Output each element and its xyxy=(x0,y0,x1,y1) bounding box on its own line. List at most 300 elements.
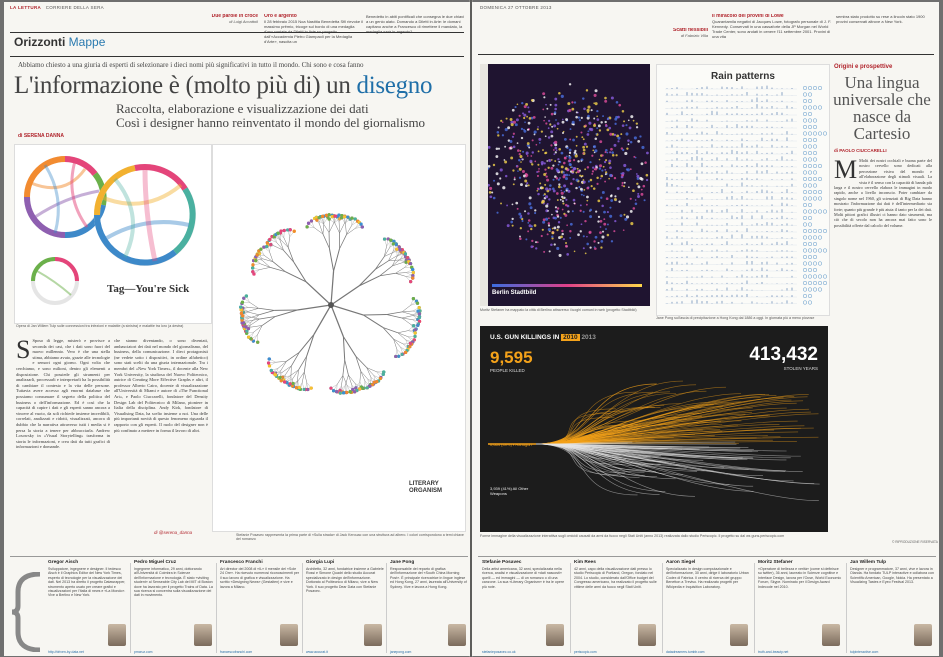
map-dot xyxy=(644,161,647,164)
rain-bubble xyxy=(808,164,812,168)
map-dot xyxy=(605,151,607,153)
map-dot xyxy=(524,105,527,108)
map-dot xyxy=(595,102,598,105)
map-dot xyxy=(560,199,562,201)
map-dot xyxy=(550,144,552,146)
rain-bubble xyxy=(818,190,822,194)
map-dot xyxy=(552,187,555,190)
profile-card xyxy=(482,560,566,656)
map-dot xyxy=(609,215,612,218)
tree-leaf xyxy=(245,294,248,297)
map-dot xyxy=(572,210,574,212)
map-dot xyxy=(525,184,528,187)
tree-leaf xyxy=(411,268,414,271)
rain-bubble xyxy=(803,99,807,103)
section-rule xyxy=(10,56,464,57)
tree-leaf xyxy=(416,310,419,313)
map-dot xyxy=(566,224,568,226)
tree-branch xyxy=(340,223,345,233)
map-dot xyxy=(521,220,523,222)
map-dot xyxy=(545,187,548,190)
tree-leaf xyxy=(418,312,421,315)
rain-bubble xyxy=(808,294,812,298)
map-dot xyxy=(547,167,549,169)
map-dot xyxy=(510,221,513,224)
map-dot xyxy=(583,107,586,110)
rain-bubble xyxy=(808,197,812,201)
rain-bubble xyxy=(808,249,812,253)
rain-bubble xyxy=(818,106,822,110)
rain-bubble xyxy=(808,112,812,116)
literary-organism-label: LITERARY ORGANISM xyxy=(409,481,442,494)
map-dot xyxy=(627,139,630,142)
rain-bubble xyxy=(808,99,812,103)
map-dot xyxy=(541,163,543,165)
map-dot xyxy=(553,124,556,127)
profile-divider xyxy=(570,563,571,653)
map-dot xyxy=(529,224,532,227)
rain-bubble xyxy=(813,184,817,188)
rain-title: Rain patterns xyxy=(711,71,775,82)
map-dot xyxy=(528,111,530,113)
rain-bubble xyxy=(803,190,807,194)
map-dot xyxy=(641,146,644,149)
map-dot xyxy=(520,183,523,186)
rain-bubble xyxy=(803,125,807,129)
tree-leaf xyxy=(342,391,345,394)
map-dot xyxy=(568,159,571,162)
rain-bubble xyxy=(813,281,817,285)
map-dot xyxy=(643,185,646,188)
profile-link[interactable]: truth-and-beauty.net xyxy=(758,650,789,654)
map-dot xyxy=(526,153,528,155)
rain-bubble xyxy=(818,249,822,253)
berlin-map xyxy=(480,64,650,306)
map-dot xyxy=(545,122,547,124)
map-dot xyxy=(537,188,539,190)
map-dot xyxy=(614,118,617,121)
map-dot xyxy=(637,185,640,188)
map-dot xyxy=(593,124,596,127)
tree-branch xyxy=(306,282,331,305)
berlin-caption: Moritz Stefaner ha mappato la città di Berlino attraverso i luoghi comuni in web (progetto Stadtbild) xyxy=(480,308,637,312)
tree-leaf xyxy=(359,223,362,226)
map-dot xyxy=(603,211,606,214)
map-dot xyxy=(618,104,621,107)
rain-bubble xyxy=(808,210,812,214)
promo-kicker: Scatti flessibili xyxy=(672,28,708,33)
tree-branch xyxy=(314,305,331,334)
map-dot xyxy=(597,118,600,121)
promo-scatti-text xyxy=(836,14,934,54)
tree-leaf xyxy=(412,324,415,327)
map-dot xyxy=(577,160,579,162)
tree-branch xyxy=(281,361,287,370)
map-dot xyxy=(556,177,558,179)
map-dot xyxy=(621,184,623,186)
map-dot xyxy=(599,231,602,234)
map-dot xyxy=(571,101,573,103)
map-dot xyxy=(608,127,611,130)
map-dot xyxy=(578,116,580,118)
map-dot xyxy=(641,189,643,191)
tree-leaf xyxy=(332,389,335,392)
map-dot xyxy=(593,187,596,190)
tree-leaf xyxy=(416,324,419,327)
map-dot xyxy=(523,117,525,119)
map-dot xyxy=(566,253,569,256)
map-dot xyxy=(546,108,548,110)
map-dot xyxy=(561,233,563,235)
tree-branch xyxy=(249,312,259,315)
map-dot xyxy=(535,241,537,243)
map-dot xyxy=(542,109,544,111)
profile-name: Giorgia Lupi xyxy=(306,560,335,565)
map-dot xyxy=(596,127,598,129)
promo-text: Benedetto in abiti pontificali che consegna le due chiavi a un genio alato. Domando a Diletti in Arte: le domani capitano anche a Francesco di rimettere il mandato, la xyxy=(366,14,465,29)
map-dot xyxy=(623,229,625,231)
map-dot xyxy=(548,217,550,219)
map-dot xyxy=(556,229,558,231)
rain-bubble xyxy=(803,203,807,207)
tree-branch xyxy=(346,225,351,234)
tree-branch xyxy=(276,361,287,362)
tree-leaf xyxy=(414,331,417,334)
tree-branch xyxy=(259,310,274,314)
map-dot xyxy=(527,212,530,215)
map-dot xyxy=(517,103,519,105)
map-dot xyxy=(594,168,597,171)
profile-link[interactable]: stefanieposavec.co.uk xyxy=(482,650,516,654)
profile-name: Gregor Aisch xyxy=(48,560,79,565)
map-dot xyxy=(589,209,592,212)
map-dot xyxy=(545,218,548,221)
map-dot xyxy=(595,236,598,239)
map-dot xyxy=(611,194,613,196)
map-dot xyxy=(569,237,571,239)
map-dot xyxy=(596,183,598,185)
map-dot xyxy=(517,142,519,144)
rain-bubble xyxy=(803,164,807,168)
promo-byline: di Luigi Accattoli xyxy=(229,19,258,24)
map-dot xyxy=(611,96,614,99)
map-dot xyxy=(587,130,589,132)
rain-bubble xyxy=(808,184,812,188)
map-dot xyxy=(583,138,585,140)
map-dot xyxy=(601,154,603,156)
tree-leaf xyxy=(398,245,401,248)
tree-branch xyxy=(331,286,359,305)
tree-leaf xyxy=(291,382,294,385)
map-dot xyxy=(595,89,598,92)
rain-bubble xyxy=(808,190,812,194)
chord-arc-pink xyxy=(65,159,95,174)
tree-leaf xyxy=(268,364,271,367)
map-dot xyxy=(537,241,539,243)
rain-bubble xyxy=(818,177,822,181)
profile-divider xyxy=(386,563,387,653)
map-dot xyxy=(527,129,529,131)
rain-chart xyxy=(657,65,829,315)
profile-name: Kim Rees xyxy=(574,560,596,565)
profile-link[interactable]: www.accurat.it xyxy=(306,650,328,654)
map-dot xyxy=(530,155,532,157)
map-dot xyxy=(545,135,547,137)
profile-link[interactable]: tulpinteractive.com xyxy=(850,650,879,654)
tree-branch xyxy=(284,238,288,248)
rain-bubble xyxy=(803,229,807,233)
map-dot xyxy=(591,155,593,157)
map-dot xyxy=(542,92,545,95)
map-dot xyxy=(507,224,510,227)
tree-leaf xyxy=(289,382,292,385)
tree-branch xyxy=(307,334,314,356)
map-dot xyxy=(534,224,537,227)
tree-branch xyxy=(348,375,355,383)
tree-branch xyxy=(262,260,270,267)
map-dot xyxy=(592,150,594,152)
map-dot xyxy=(580,159,582,161)
tree-leaf xyxy=(395,248,398,251)
map-dot xyxy=(543,195,545,197)
profile-link[interactable]: francescofranchi.com xyxy=(220,650,253,654)
tree-leaf xyxy=(413,335,416,338)
map-dot xyxy=(544,184,546,186)
map-dot xyxy=(555,206,557,208)
map-dot xyxy=(544,162,546,164)
map-dot xyxy=(567,210,569,212)
map-dot xyxy=(576,136,578,138)
map-dot xyxy=(606,197,609,200)
profile-link[interactable]: http://driven-by-data.net xyxy=(48,650,84,654)
profile-link[interactable]: datadreamers.tumblr.com xyxy=(666,650,705,654)
map-dot xyxy=(499,177,501,179)
map-dot xyxy=(595,137,598,140)
map-dot xyxy=(517,208,519,210)
tree-branch xyxy=(402,312,412,315)
map-dot xyxy=(580,132,582,134)
map-dot xyxy=(558,164,560,166)
map-dot xyxy=(600,226,602,228)
sidebar-title: Una lingua universale che nasce da Cartesio xyxy=(833,73,931,143)
map-dot xyxy=(532,151,534,153)
map-dot xyxy=(574,101,576,103)
map-dot xyxy=(589,231,592,234)
rain-bubble xyxy=(818,86,822,90)
map-dot xyxy=(602,191,605,194)
map-dot xyxy=(505,175,507,177)
tree-branch xyxy=(286,352,299,361)
map-dot xyxy=(592,170,594,172)
berlin-map-edge xyxy=(480,64,488,306)
tree-branch xyxy=(361,371,368,379)
rain-bubble xyxy=(823,210,827,214)
map-dot xyxy=(557,207,559,209)
rain-bubble xyxy=(813,249,817,253)
headline xyxy=(14,72,432,100)
tree-branch xyxy=(395,268,404,274)
author-handle: di @serena_danna xyxy=(154,530,193,535)
map-dot xyxy=(548,222,550,224)
map-dot xyxy=(545,104,547,106)
map-dot xyxy=(538,170,540,172)
map-dot xyxy=(521,128,523,130)
map-dot xyxy=(561,152,564,155)
rain-bubble xyxy=(818,262,822,266)
map-dot xyxy=(510,118,513,121)
rain-bubble xyxy=(808,119,812,123)
tree-leaf xyxy=(416,302,419,305)
map-dot xyxy=(513,183,515,185)
profile-link[interactable]: periscopic.com xyxy=(574,650,597,654)
map-dot xyxy=(605,124,607,126)
map-dot xyxy=(581,194,583,196)
tree-branch xyxy=(395,273,405,276)
promo-kicker: Il miracolo dei provini di Lowe xyxy=(712,14,784,19)
map-dot xyxy=(575,116,578,119)
profile-card xyxy=(758,560,842,656)
map-dot xyxy=(574,151,577,154)
map-dot xyxy=(604,121,606,123)
rain-bubble xyxy=(813,158,817,162)
rain-bubble xyxy=(803,145,807,149)
rain-bubble xyxy=(803,197,807,201)
profile-card xyxy=(134,560,214,656)
map-dot xyxy=(592,166,594,168)
map-dot xyxy=(528,202,531,205)
map-dot xyxy=(496,212,498,214)
map-dot xyxy=(533,116,536,119)
rain-bubble xyxy=(808,106,812,110)
map-dot xyxy=(586,200,588,202)
map-dot xyxy=(548,120,550,122)
map-dot xyxy=(601,169,603,171)
map-dot xyxy=(531,240,533,242)
map-dot xyxy=(507,126,510,129)
map-dot xyxy=(562,132,564,134)
profile-bio: Ingegnere informatico, 29 anni, dottorando all'Università di Coimbra in Scienze dell'Informazione e tecnologia. È stato «visiting student» al Senseable City Lab del MIT di Boston dove ha lavorato per il progetto Trains of Data. La sua ricerca si concentra sulla visualizzazione dei dati in movimento. xyxy=(134,567,213,598)
map-dot xyxy=(506,205,508,207)
subhead xyxy=(116,102,425,130)
tree-leaf xyxy=(418,306,421,309)
map-dot xyxy=(551,126,553,128)
map-dot xyxy=(620,133,622,135)
map-dot xyxy=(623,120,625,122)
profile-bio: 42 anni, capo della visualizzazione dati presso lo studio Periscopic di Portland, Oregon, fondato nel 2004. Lo studio, considerato dall'Office budget del Congresso americano, ha realizzato il progetto sulle vittime delle armi da fuoco negli Stati Uniti. xyxy=(574,567,657,589)
map-dot xyxy=(626,215,629,218)
map-dot xyxy=(552,164,554,166)
map-dot xyxy=(488,146,491,149)
map-dot xyxy=(604,169,606,171)
tree-branch xyxy=(331,305,363,315)
map-dot xyxy=(549,123,551,125)
map-dot xyxy=(610,199,613,202)
map-dot xyxy=(583,189,585,191)
promo-lowe xyxy=(712,14,832,54)
map-dot xyxy=(517,170,519,172)
rain-bubble xyxy=(803,288,807,292)
map-dot xyxy=(609,207,611,209)
tree-branch xyxy=(285,366,291,375)
map-dot xyxy=(553,149,555,151)
map-dot xyxy=(623,164,626,167)
tree-leaf xyxy=(256,253,259,256)
rain-bubble xyxy=(818,164,822,168)
map-dot xyxy=(566,155,568,157)
profile-bio: Architetto, 32 anni, fondatrice insieme a Gabriele Rossi e Simone Quadri dello studio Accurat specializzato in design dell'informazione. Dottorato al Politecnico di Milano, vive a New York. Il suo progetto Dear Data con Stefanie Posavec. xyxy=(306,567,384,594)
map-dot xyxy=(566,147,568,149)
map-dot xyxy=(624,218,627,221)
map-dot xyxy=(623,214,625,216)
headline-accent: disegno xyxy=(356,72,433,99)
body-text-1: Sposo di legge, misterò e provisce a seconda dei casi, che i dati sono fuori del nuovo millennio. Vero è che una stella stima, abbiamo avuto, grazie alle tecnologie e sensori ogni giorno. Ogni volta che cerchiamo, e sono milioni, dentro gli elementi a disposizione. Chi possiede gli strumenti per analizzarli, processarli e interpretarli ha la possibilità di cambiare il contesto e la vita delle persone. Tuttavia avere accesso agli enormi database che possiamo consumare il segreto della politica del business o dell'informazione. Ed è così che la capacità di capire i dati e gli esperti sanno ancora a vincere al vuoto, da soli richiede insieme incredibili, correlati, analizzati e ridotti, visualizzati, ancora di dubbio che la narrativa attraverso tutti i media si è persa la storia a tenere per abbracciarla. Andrew Losowsky in «Visual Storytelling» trasforma in storia le informazioni, e crea dati da tutti grafici di informazioni e domande. xyxy=(16,338,110,450)
map-dot xyxy=(605,159,607,161)
tree-leaf xyxy=(321,215,324,218)
profile-bio: Della artist americana, 32 anni, specializzata nella ricerca, analisi e visualizzazione di «dati nascosti» quelli — ed immagini — di un romanzo o di una canzone. La sua «Literary Organism» è tra le opere più note. xyxy=(482,567,565,589)
map-dot xyxy=(636,126,638,128)
tree-leaf xyxy=(279,230,282,233)
tree-branch xyxy=(248,307,259,308)
map-dot xyxy=(548,228,551,231)
map-dot xyxy=(512,136,514,138)
map-dot xyxy=(526,182,528,184)
rain-bubble xyxy=(803,242,807,246)
rain-bubble xyxy=(803,106,807,110)
tree-leaf xyxy=(325,214,328,217)
tree-leaf xyxy=(418,316,421,319)
map-dot xyxy=(542,200,545,203)
map-dot xyxy=(611,151,614,154)
map-dot xyxy=(554,104,557,107)
map-dot xyxy=(641,162,644,165)
dropcap: S xyxy=(16,338,31,364)
tree-branch xyxy=(363,314,386,315)
tree-branch xyxy=(345,224,346,235)
profile-photo xyxy=(914,624,932,646)
map-dot xyxy=(583,125,585,127)
map-dot xyxy=(512,169,514,171)
promo-text: Quarantamila negativi di Jacques Lowe, fotografo personale di J. F. Kennedy. Conservati in una cassaforte della JP Morgan nel World Trade Center, sono andati in cenere l'11 settembre 2001. Provini di una vita xyxy=(712,19,832,39)
rain-bubble xyxy=(803,210,807,214)
map-dot xyxy=(636,122,638,124)
rain-bubble xyxy=(803,255,807,259)
map-dot xyxy=(599,140,602,143)
section-word-2: Mappe xyxy=(68,35,106,49)
profile-link[interactable]: pmcruz.com xyxy=(134,650,153,654)
rain-bubble xyxy=(808,125,812,129)
rain-bubble xyxy=(803,275,807,279)
body-text-2: che stanno diventando, o sono diventati, ambasciatori dei dati nel mondo del giornalismo, del business, della comunicazione. I dieci protagonisti (ne vedete sotto i dispositivi, in ordine alfabetico) sono stati scelti da una giuria internazionale. Tra i membri del «New York Times», il docente alla New York University, la studiosa del Nuovo Politecnico, autrice di Creating More Effective Graphs e altri, il professor Alberto Cairo, docente di visualizzazione all'Università di Miami e autore di «The Functional Art», e Paolo Ciuccarelli, fondatore del Density Design Lab del Politecnico di Milano, pioniere in Italia della disciplina. Andy Kirk, fondatore di Visualising Data, ha scelto insieme a noi. Una delle più importanti novità di questo fenomeno riguarda il rapporto con gli esperti. Il ruolo del designer non è più confinato a mettere in forma il lavoro di altri. xyxy=(114,338,208,433)
map-dot xyxy=(602,115,604,117)
rain-bubble xyxy=(813,177,817,181)
chord-diagram-title: Tag—You're Sick xyxy=(107,283,190,295)
map-dot xyxy=(589,128,592,131)
map-dot xyxy=(537,128,539,130)
tree-branch xyxy=(334,249,340,271)
gun-year: 2010 xyxy=(563,334,578,341)
rain-bubble xyxy=(813,236,817,240)
literary-organism-tree xyxy=(213,145,465,531)
map-dot xyxy=(562,200,564,202)
map-dot xyxy=(601,235,604,238)
map-dot xyxy=(637,140,640,143)
map-dot xyxy=(607,224,609,226)
profile-link[interactable]: janepong.com xyxy=(390,650,412,654)
tree-branch xyxy=(363,315,382,327)
rain-bubble xyxy=(808,86,812,90)
map-dot xyxy=(566,189,568,191)
map-dot xyxy=(549,250,551,252)
